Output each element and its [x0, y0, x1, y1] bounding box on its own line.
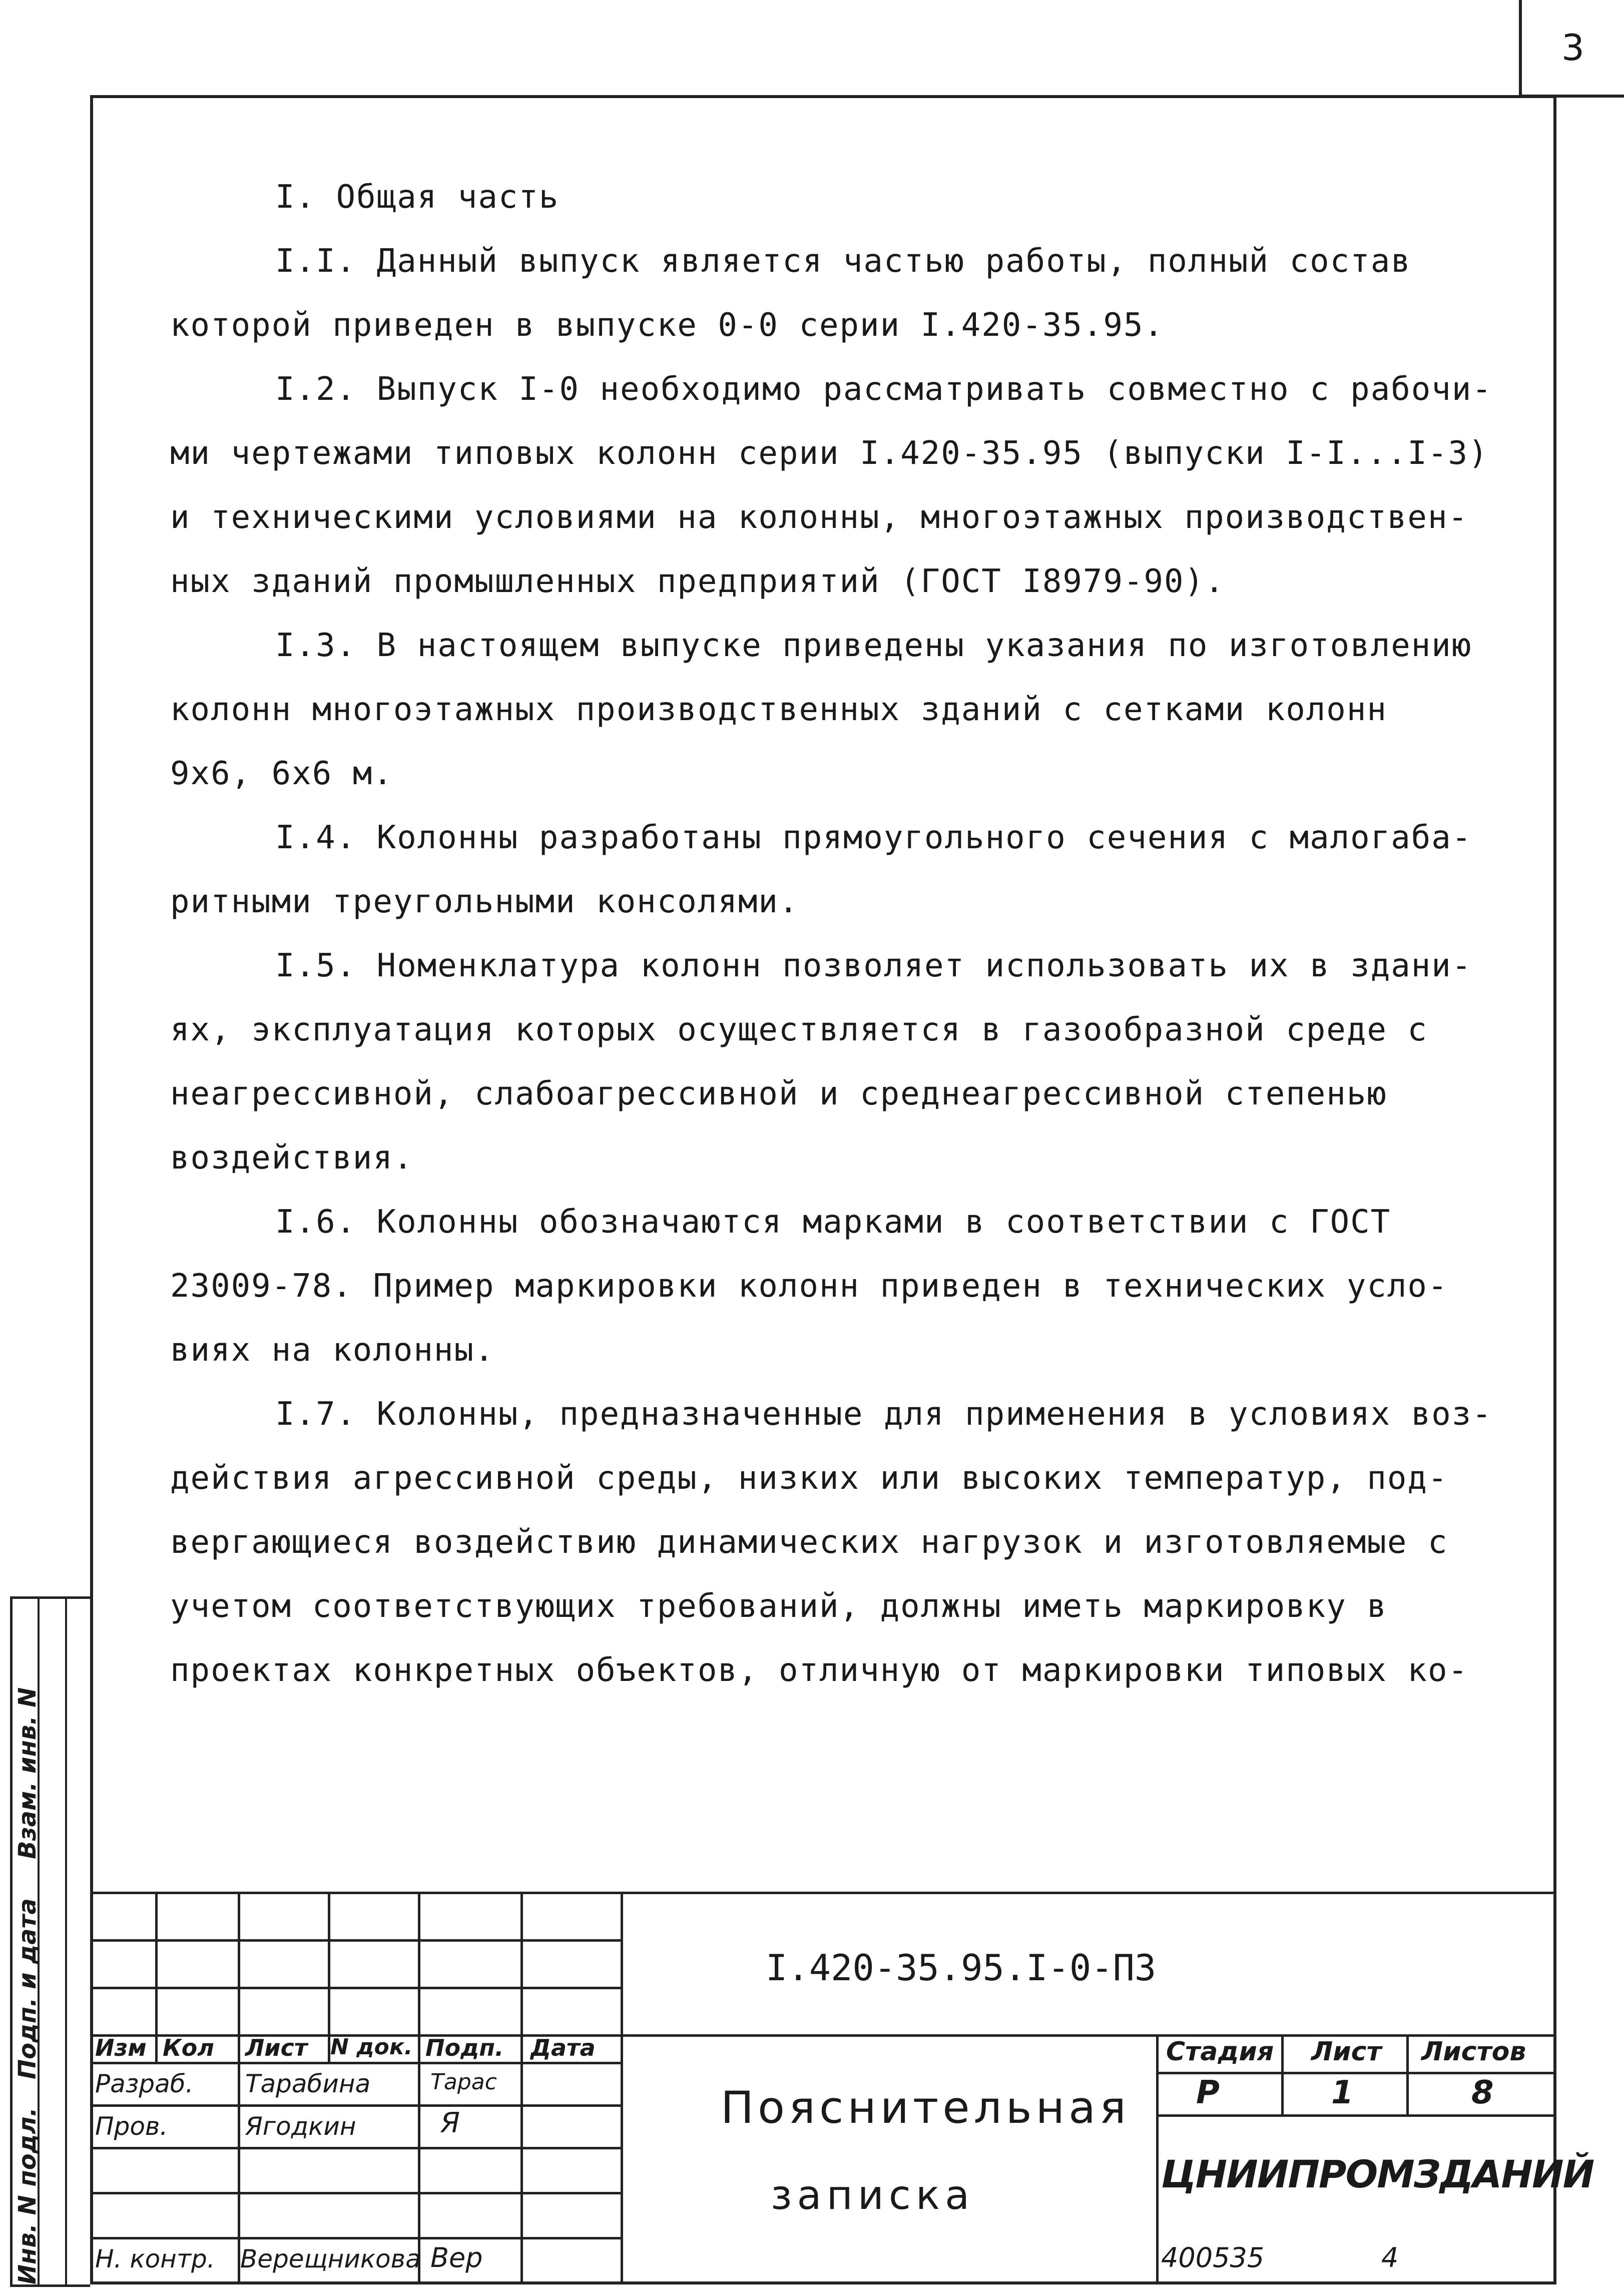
- name-nkontr: Верещникова: [240, 2244, 421, 2273]
- body-text: [170, 165, 1531, 1702]
- header-kol: Кол: [163, 2034, 214, 2061]
- name-prov: Ягодкин: [245, 2112, 356, 2141]
- grid-line: [90, 1987, 621, 1989]
- paragraph-1-3: [170, 614, 1531, 806]
- grid-line: [90, 2192, 621, 2194]
- paragraph-line: I.5. Номенклатура колонн позволяет использовать их в здани-: [275, 947, 1472, 984]
- stage-label: Стадия: [1166, 2037, 1274, 2067]
- paragraph-1-4: [170, 806, 1531, 934]
- paragraph-1-7: [170, 1382, 1531, 1702]
- sheet-value: 1: [1331, 2074, 1354, 2111]
- grid-line: [90, 2237, 621, 2239]
- sheets-label: Листов: [1421, 2037, 1526, 2067]
- paragraph-line: I.4. Колонны разработаны прямоугольного сечения с малогаба-: [275, 819, 1472, 856]
- role-razrab: Разраб.: [95, 2069, 194, 2098]
- paragraph-line: которой приведен в выпуске 0-0 серии I.420-35.95.: [170, 307, 1165, 344]
- podp-data-label: Подп. и дата: [14, 1898, 42, 2079]
- signature-prov: Я: [440, 2107, 460, 2139]
- document-name-line1: Пояснительная: [721, 2082, 1130, 2133]
- paragraph-line: действия агрессивной среды, низких или высоких температур, под-: [170, 1460, 1448, 1497]
- paragraph-line: 23009-78. Пример маркировки колонн приведен в технических усло-: [170, 1268, 1448, 1305]
- archive-sheet: 4: [1381, 2242, 1399, 2273]
- grid-line: [90, 2104, 621, 2107]
- paragraph-line: и техническими условиями на колонны, многоэтажных производствен-: [170, 499, 1468, 536]
- paragraph-line: воздействия.: [170, 1139, 414, 1177]
- grid-line: [155, 1892, 158, 2062]
- name-razrab: Тарабина: [245, 2069, 371, 2098]
- vzam-inv-label: Взам. инв. N: [14, 1687, 42, 1859]
- page-number-box: [1519, 0, 1624, 98]
- paragraph-line: I.7. Колонны, предназначенные для применения в условиях воз-: [275, 1396, 1492, 1433]
- sheets-value: 8: [1471, 2074, 1494, 2111]
- paragraph-1-2: [170, 357, 1531, 614]
- organization-name: ЦНИИПРОМЗДАНИЙ: [1161, 2152, 1594, 2196]
- margin-stamp: [10, 1596, 90, 2287]
- paragraph-line: ритными треугольными консолями.: [170, 883, 799, 920]
- header-data: Дата: [530, 2034, 596, 2061]
- section-title: I. Общая часть: [275, 179, 560, 216]
- grid-line: [90, 2062, 621, 2064]
- grid-line: [1406, 2034, 1409, 2114]
- grid-line: [238, 1892, 240, 2284]
- archive-number: 400535: [1161, 2242, 1265, 2273]
- grid-line: [520, 1892, 523, 2284]
- paragraph-line: I.6. Колонны обозначаются марками в соответствии с ГОСТ: [275, 1204, 1391, 1241]
- grid-line: [1281, 2034, 1284, 2114]
- grid-line: [621, 1892, 623, 2284]
- paragraph-line: колонн многоэтажных производственных зданий с сетками колонн: [170, 691, 1387, 728]
- document-name-line2: записка: [771, 2172, 975, 2218]
- header-podp: Подп.: [425, 2034, 504, 2061]
- paragraph-line: ях, эксплуатация которых осуществляется в газообразной среде с: [170, 1011, 1428, 1048]
- title-block: [90, 1892, 1594, 2284]
- page-number: 3: [1561, 26, 1584, 69]
- paragraph-line: неагрессивной, слабоагрессивной и среднеагрессивной степенью: [170, 1075, 1387, 1112]
- stage-value: Р: [1196, 2074, 1220, 2111]
- sheet-label: Лист: [1311, 2037, 1382, 2067]
- paragraph-line: ми чертежами типовых колонн серии I.420-35.95 (выпуски I-I...I-3): [170, 435, 1489, 472]
- paragraph-1-5: [170, 934, 1531, 1190]
- paragraph-line: I.2. Выпуск I-0 необходимо рассматривать совместно с рабочи-: [275, 371, 1492, 408]
- paragraph-line: ных зданий промышленных предприятий (ГОСТ I8979-90).: [170, 563, 1225, 600]
- grid-line: [418, 1892, 420, 2284]
- role-nkontr: Н. контр.: [95, 2244, 215, 2273]
- grid-line: [1156, 2114, 1556, 2117]
- paragraph-line: I.I. Данный выпуск является частью работы, полный состав: [275, 243, 1411, 280]
- paragraph-line: 9х6, 6х6 м.: [170, 755, 393, 792]
- margin-stamp-divider: [65, 1599, 67, 2284]
- signature-nkontr: Вер: [430, 2242, 483, 2273]
- header-list: Лист: [245, 2034, 308, 2061]
- signature-razrab: Тарас: [430, 2069, 497, 2095]
- paragraph-line: учетом соответствующих требований, должны иметь маркировку в: [170, 1588, 1387, 1625]
- paragraph-line: I.3. В настоящем выпуске приведены указания по изготовлению: [275, 627, 1472, 664]
- grid-line: [90, 2147, 621, 2149]
- header-ndok: N док.: [330, 2034, 413, 2060]
- document-code: I.420-35.95.I-0-ПЗ: [766, 1947, 1157, 1989]
- header-izm: Изм: [95, 2034, 147, 2061]
- role-prov: Пров.: [95, 2112, 168, 2141]
- paragraph-line: вергающиеся воздействию динамических нагрузок и изготовляемые с: [170, 1524, 1448, 1561]
- paragraph-line: виях на колонны.: [170, 1332, 495, 1369]
- paragraph-1-6: [170, 1190, 1531, 1382]
- paragraph-1-1: [170, 229, 1531, 357]
- paragraph-line: проектах конкретных объектов, отличную от маркировки типовых ко-: [170, 1652, 1468, 1689]
- grid-line: [90, 1939, 621, 1942]
- inv-podl-label: Инв. N подл.: [14, 2107, 42, 2284]
- title-block-border: [90, 1892, 1556, 1894]
